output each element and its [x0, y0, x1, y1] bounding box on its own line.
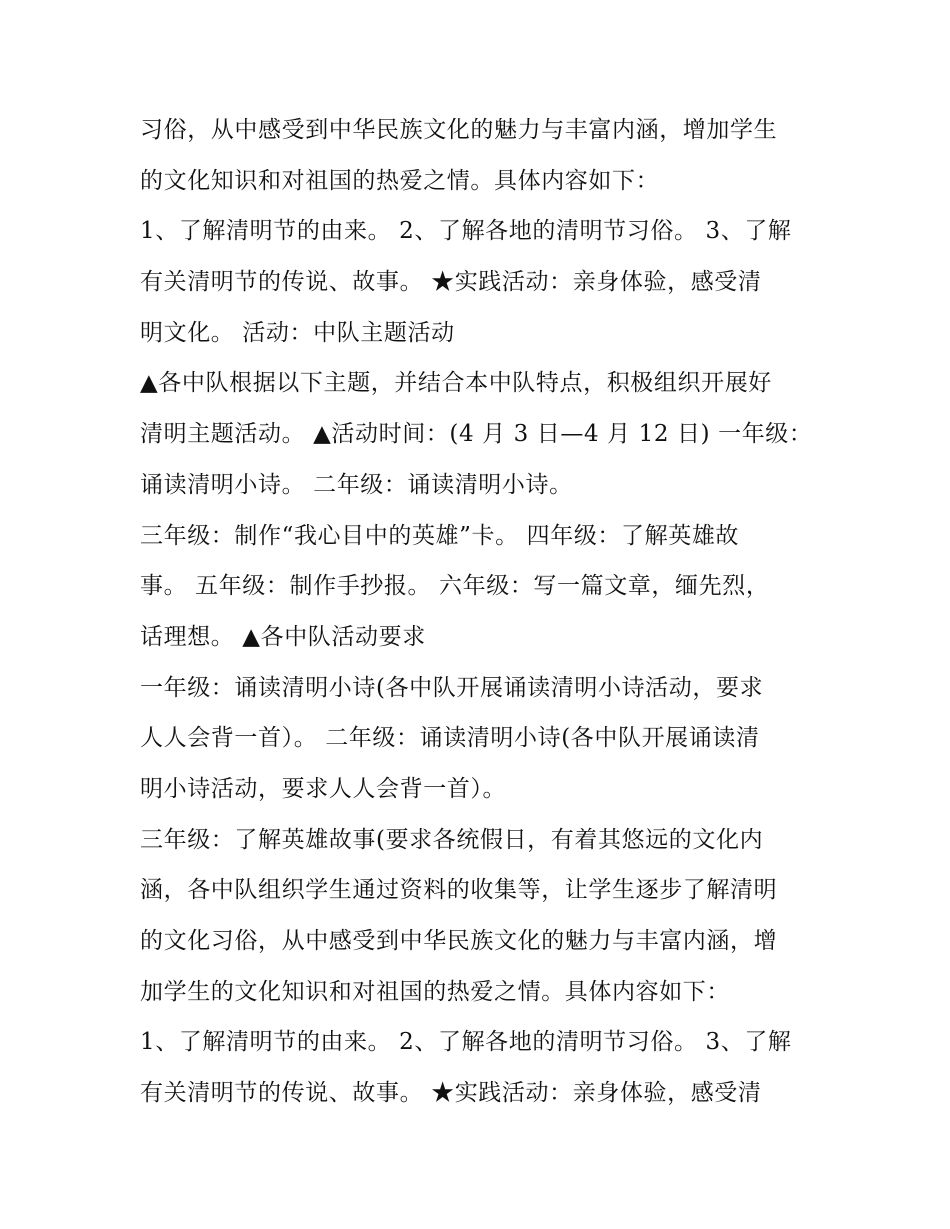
text-line: 话理想。 ▲各中队活动要求: [140, 623, 426, 650]
text-line: 涵，各中队组织学生通过资料的收集等，让学生逐步了解清明: [140, 877, 778, 904]
text-line: 的文化知识和对祖国的热爱之情。具体内容如下：: [140, 167, 660, 194]
text-line: 有关清明节的传说、故事。 ★实践活动：亲身体验，感受清: [140, 269, 762, 296]
text-line: ▲各中队根据以下主题，并结合本中队特点，积极组织开展好: [140, 370, 772, 397]
text-line: 1、了解清明节的由来。 2、了解各地的清明节习俗。 3、了解: [140, 218, 792, 245]
text-line: 1、了解清明节的由来。 2、了解各地的清明节习俗。 3、了解: [140, 1029, 792, 1056]
text-line: 一年级：诵读清明小诗(各中队开展诵读清明小诗活动，要求: [140, 674, 764, 701]
text-line: 人人会背一首）。 二年级：诵读清明小诗(各中队开展诵读清: [140, 725, 760, 752]
text-line: 的文化习俗，从中感受到中华民族文化的魅力与丰富内涵，增: [140, 928, 778, 954]
text-line: 三年级：制作“我心目中的英雄”卡。 四年级：了解英雄故: [140, 522, 740, 549]
text-line: 诵读清明小诗。 二年级：诵读清明小诗。: [140, 471, 573, 498]
text-line: 有关清明节的传说、故事。 ★实践活动：亲身体验，感受清: [140, 1080, 762, 1107]
text-line: 清明主题活动。 ▲活动时间：(4 月 3 日—4 月 12 日) 一年级：: [140, 421, 813, 448]
text-line: 事。 五年级：制作手抄报。 六年级：写一篇文章，缅先烈，: [140, 573, 770, 600]
document-body: [140, 105, 820, 1119]
text-line: 加学生的文化知识和对祖国的热爱之情。具体内容如下：: [140, 978, 730, 1005]
text-line: 明小诗活动，要求人人会背一首）。: [140, 775, 507, 802]
text-line: 明文化。 活动：中队主题活动: [140, 319, 455, 346]
text-line: 三年级：了解英雄故事(要求各统假日，有着其悠远的文化内: [140, 826, 764, 853]
text-line: 习俗，从中感受到中华民族文化的魅力与丰富内涵，增加学生: [140, 117, 778, 143]
